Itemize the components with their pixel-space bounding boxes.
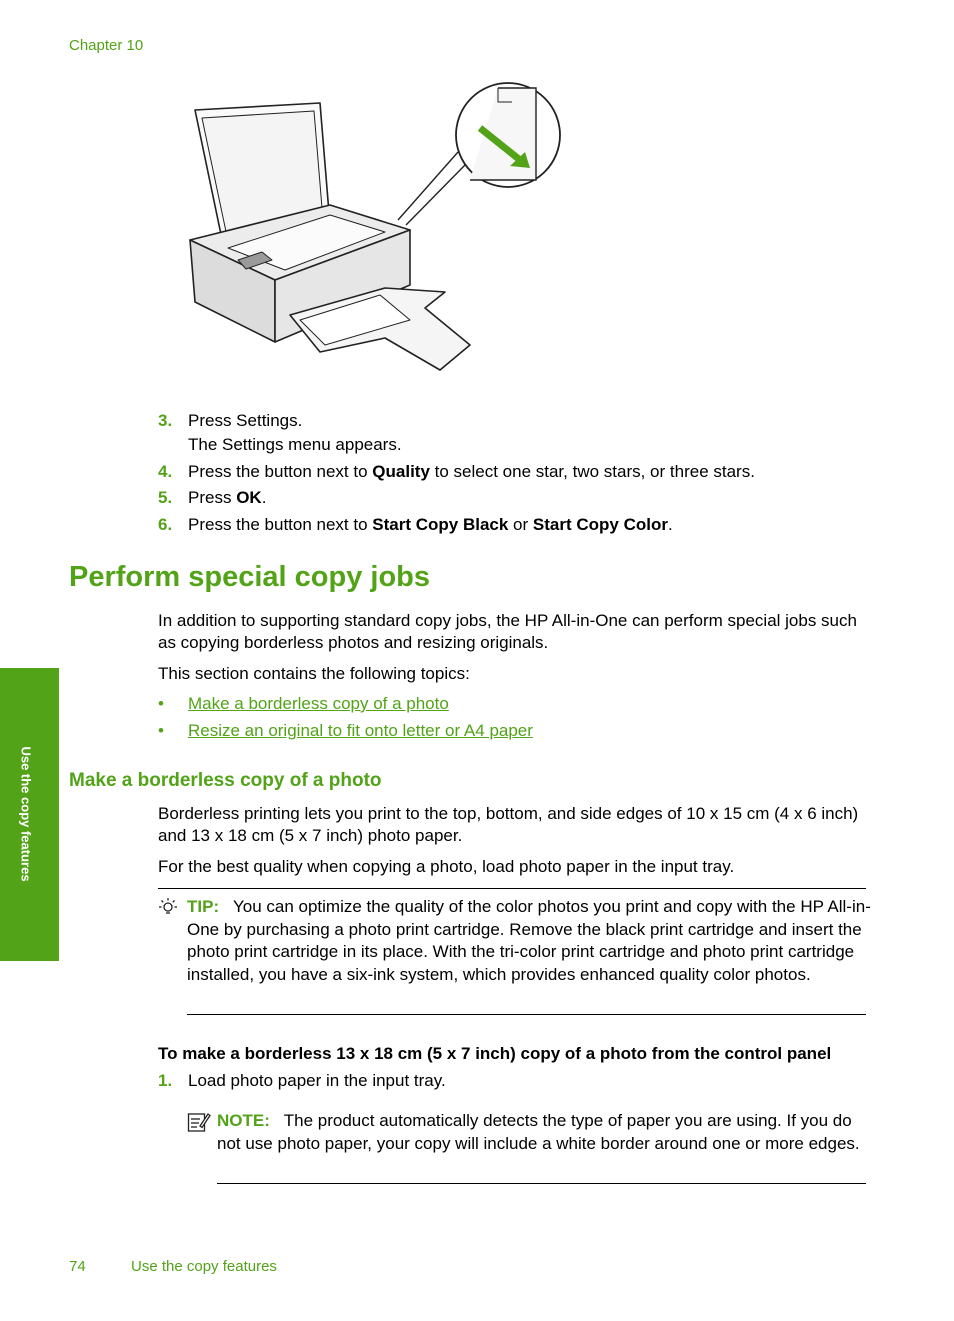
printer-illustration [180,80,580,380]
step-text: Press the button next to Start Copy Black or Start Copy Color. [188,515,673,534]
footer-title: Use the copy features [131,1258,277,1275]
topic-link-resize[interactable]: Resize an original to fit onto letter or A4 paper [188,721,533,740]
note-label: NOTE: [217,1111,270,1130]
note-bottom-rule [217,1183,866,1184]
step-text: Load photo paper in the input tray. [188,1071,446,1090]
subsection-title: Make a borderless copy of a photo [69,770,382,791]
subsection-para-2: For the best quality when copying a photo, load photo paper in the input tray. [158,857,735,876]
note-icon [187,1111,211,1133]
tip-top-rule [158,888,866,889]
step-number: 3. [158,411,173,430]
topics-intro: This section contains the following topics: [158,664,470,683]
tip-bottom-rule [187,1014,866,1015]
lightbulb-icon [157,897,179,919]
step-result-text: The Settings menu appears. [188,435,402,454]
note-body [217,1110,871,1155]
note-text: The product automatically detects the type of paper you are using. If you do not use photo paper, your copy will include a white border around one or more edges. [217,1111,860,1153]
side-chapter-tab [0,668,59,961]
bullet-dot: • [158,694,164,713]
step-number: 1. [158,1071,173,1090]
step-number: 5. [158,488,173,507]
tip-body [187,896,871,986]
side-tab-label: Use the copy features [18,746,34,882]
tip-text: You can optimize the quality of the color photos you print and copy with the HP All-in-One by purchasing a photo print cartridge. Remove the black print cartridge and insert the photo print cartridge in its place. With the tri-color print cartridge and photo print cartridge installed, you have a six-ink system, which provides enhanced quality color photos. [187,897,871,984]
tip-label: TIP: [187,897,220,916]
page-number: 74 [69,1258,86,1275]
step-text: Press Settings. [188,411,303,430]
topic-link-borderless[interactable]: Make a borderless copy of a photo [188,694,449,713]
step-text: Press the button next to Quality to select one star, two stars, or three stars. [188,462,755,481]
section-intro: In addition to supporting standard copy jobs, the HP All-in-One can perform special jobs such as copying borderless photos and resizing originals. [158,611,857,652]
procedure-heading: To make a borderless 13 x 18 cm (5 x 7 inch) copy of a photo from the control panel [158,1044,832,1063]
section-title: Perform special copy jobs [69,561,431,593]
step-text: Press OK. [188,488,267,507]
step-number: 6. [158,515,173,534]
subsection-para-1: Borderless printing lets you print to the top, bottom, and side edges of 10 x 15 cm (4 x 6 inch) and 13 x 18 cm (5 x 7 inch) photo paper. [158,804,859,845]
step-number: 4. [158,462,173,481]
bullet-dot: • [158,721,164,740]
chapter-header: Chapter 10 [69,37,144,54]
